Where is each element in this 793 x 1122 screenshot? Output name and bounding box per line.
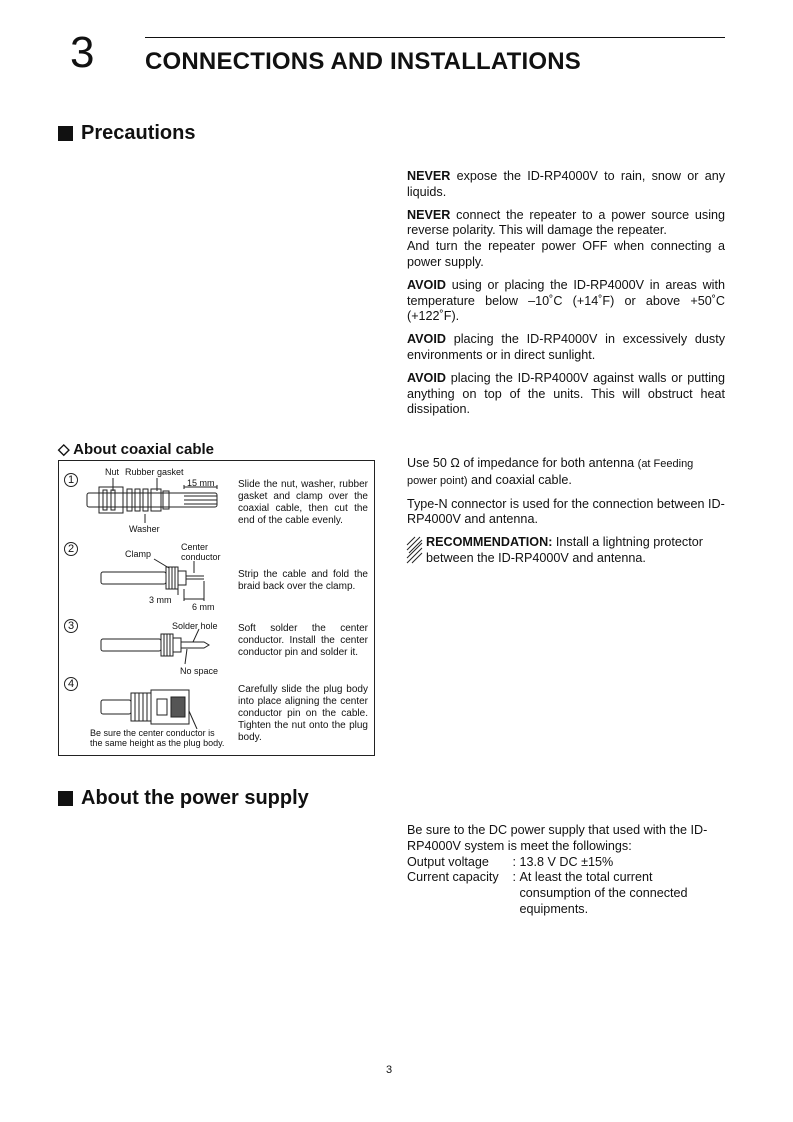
label-15mm: 15 mm [187, 478, 215, 488]
label-3mm: 3 mm [149, 595, 172, 605]
power-heading-text: About the power supply [81, 787, 309, 809]
power-heading [58, 787, 309, 810]
label-rubber-gasket: Rubber gasket [125, 467, 184, 477]
coaxial-notes [407, 456, 725, 567]
step4-caption: Carefully slide the plug body into place aligning the center conductor pin on the cable. Tighten the nut onto the plug body. [238, 684, 368, 743]
cable-step4-drawing [59, 461, 234, 736]
step1-caption: Slide the nut, washer, rubber gasket and clamp over the coaxial cable, then cut the end of the cable evenly. [238, 479, 368, 526]
power-intro: Be sure to the DC power supply that used with the ID-RP4000V system is meet the followings: [407, 823, 708, 853]
precaution-item: NEVER connect the repeater to a power source using reverse polarity. This will damage the repeater. [407, 207, 725, 238]
spec-row: Output voltage : 13.8 V DC ±15% [407, 854, 614, 869]
precautions-heading-text: Precautions [81, 122, 196, 144]
recommendation-text: RECOMMENDATION: Install a lightning protector between the ID-RP4000V and antenna. [426, 535, 703, 565]
precaution-item: AVOID using or placing the ID-RP4000V in areas with temperature below –10˚C (+14˚F) or above +50˚C (+122˚F). [407, 277, 725, 324]
coaxial-heading: ◇ About coaxial cable [58, 441, 215, 458]
power-spec [407, 823, 727, 918]
precautions-list [407, 169, 725, 425]
step3-caption: Soft solder the center conductor. Install the center conductor pin and solder it. [238, 623, 368, 658]
label-center: Center [181, 542, 209, 552]
spec-row: Current capacity : At least the total current consumption of the connected equipments. [407, 870, 688, 916]
impedance-note: Use 50 Ω of impedance for both antenna (at Feeding power point) and coaxial cable. [407, 456, 694, 487]
step2-caption: Strip the cable and fold the braid back over the clamp. [238, 569, 368, 592]
step4-note-line2: the same height as the plug body. [90, 738, 225, 748]
step-number: 1 [64, 473, 78, 487]
precaution-item: AVOID placing the ID-RP4000V in excessively dusty environments or in direct sunlight. [407, 332, 725, 362]
label-clamp: Clamp [125, 549, 152, 559]
precautions-heading [58, 122, 195, 145]
label-nut: Nut [105, 467, 120, 477]
coaxial-steps-box [58, 460, 375, 756]
step4-note-line1: Be sure the center conductor is [90, 728, 215, 738]
step-number: 3 [64, 619, 78, 633]
precaution-item: And turn the repeater power OFF when connecting a power supply. [407, 239, 725, 269]
label-washer: Washer [129, 524, 160, 534]
header-rule [145, 37, 725, 38]
step-number: 4 [64, 677, 78, 691]
label-conductor: conductor [181, 552, 221, 562]
square-bullet-icon [58, 791, 73, 806]
label-no-space: No space [180, 666, 219, 676]
chapter-number: 3 [70, 28, 95, 77]
label-solder-hole: Solder hole [172, 621, 218, 631]
precaution-item: AVOID placing the ID-RP4000V against walls or putting anything on top of the units. This will obstruct heat dissipation. [407, 370, 725, 417]
connector-note: Type-N connector is used for the connection between ID-RP4000V and antenna. [407, 496, 725, 527]
square-bullet-icon [58, 126, 73, 141]
precaution-item: NEVER expose the ID-RP4000V to rain, snow or any liquids. [407, 169, 725, 199]
recommendation [407, 535, 725, 567]
page-number: 3 [386, 1064, 393, 1076]
chapter-title: CONNECTIONS AND INSTALLATIONS [145, 48, 582, 75]
step-number: 2 [64, 542, 78, 556]
label-6mm: 6 mm [192, 602, 215, 612]
hatch-icon [407, 537, 422, 563]
